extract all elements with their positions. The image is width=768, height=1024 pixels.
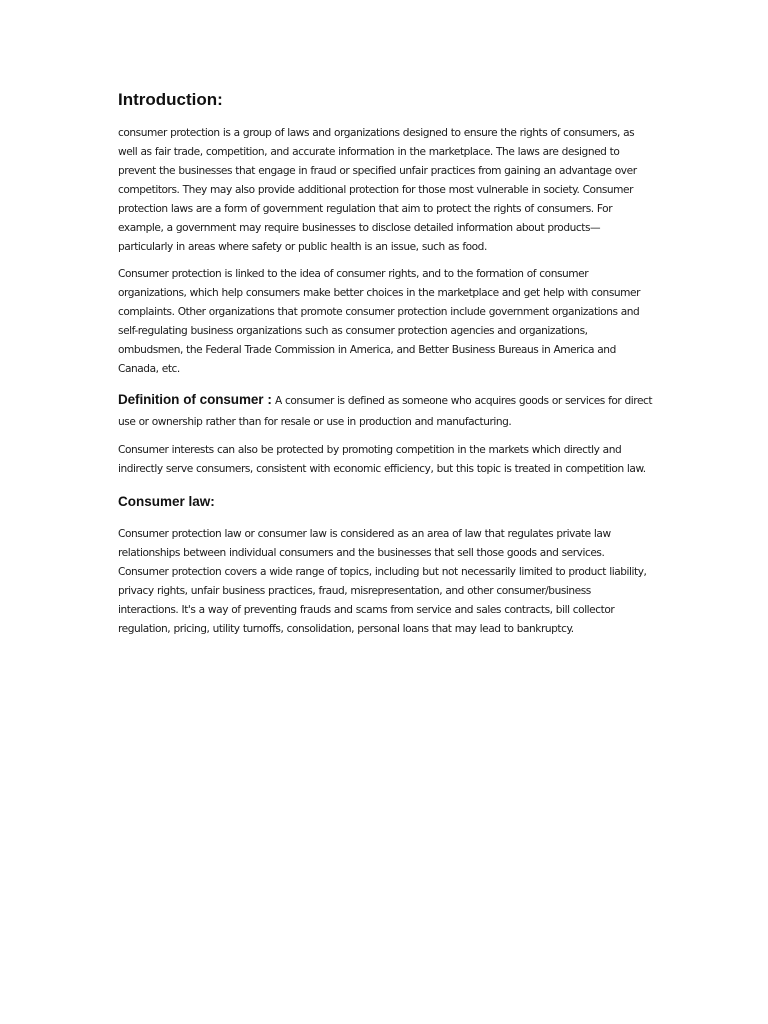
definition-text: A consumer is defined as someone who acquires goods or services for direct use or ownership rather than for resale or use in production and manufacturing.: [118, 395, 653, 428]
document-page: [118, 86, 653, 647]
consumer-law-heading: Consumer law:: [118, 494, 215, 509]
consumer-interests-paragraph: Consumer interests can also be protected by promoting competition in the markets which directly and indirectly serve consumers, consistent with economic efficiency, but this topic is treated in competition law.: [118, 444, 646, 475]
intro-paragraph-1: consumer protection is a group of laws and organizations designed to ensure the rights of consumers, as well as fair trade, competition, and accurate information in the marketplace. The laws are designed to prevent the businesses that engage in fraud or specified unfair practices from gaining an advantage over competitors. They may also provide additional protection for those most vulnerable in society. Consumer protection laws are a form of government regulation that aim to protect the rights of consumers. For example, a government may require businesses to disclose detailed information about products—particularly in areas where safety or public health is an issue, such as food.: [118, 127, 637, 253]
consumer-law-paragraph: Consumer protection law or consumer law is considered as an area of law that regulates private law relationships between individual consumers and the businesses that sell those goods and services. Consumer protection covers a wide range of topics, including but not necessarily limited to product liability, privacy rights, unfair business practices, fraud, misrepresentation, and other consumer/business interactions. It's a way of preventing frauds and scams from service and sales contracts, bill collector regulation, pricing, utility turnoffs, consolidation, personal loans that may lead to bankruptcy.: [118, 528, 647, 635]
definition-block: [118, 389, 653, 433]
intro-paragraph-2: Consumer protection is linked to the idea of consumer rights, and to the formation of consumer organizations, which help consumers make better choices in the marketplace and get help with consumer complaints. Other organizations that promote consumer protection include government organizations and self-regulating business organizations such as consumer protection agencies and organizations, ombudsmen, the Federal Trade Commission in America, and Better Business Bureaus in America and Canada, etc.: [118, 268, 640, 375]
introduction-heading: Introduction:: [118, 90, 223, 109]
definition-heading: Definition of consumer :: [118, 392, 272, 407]
